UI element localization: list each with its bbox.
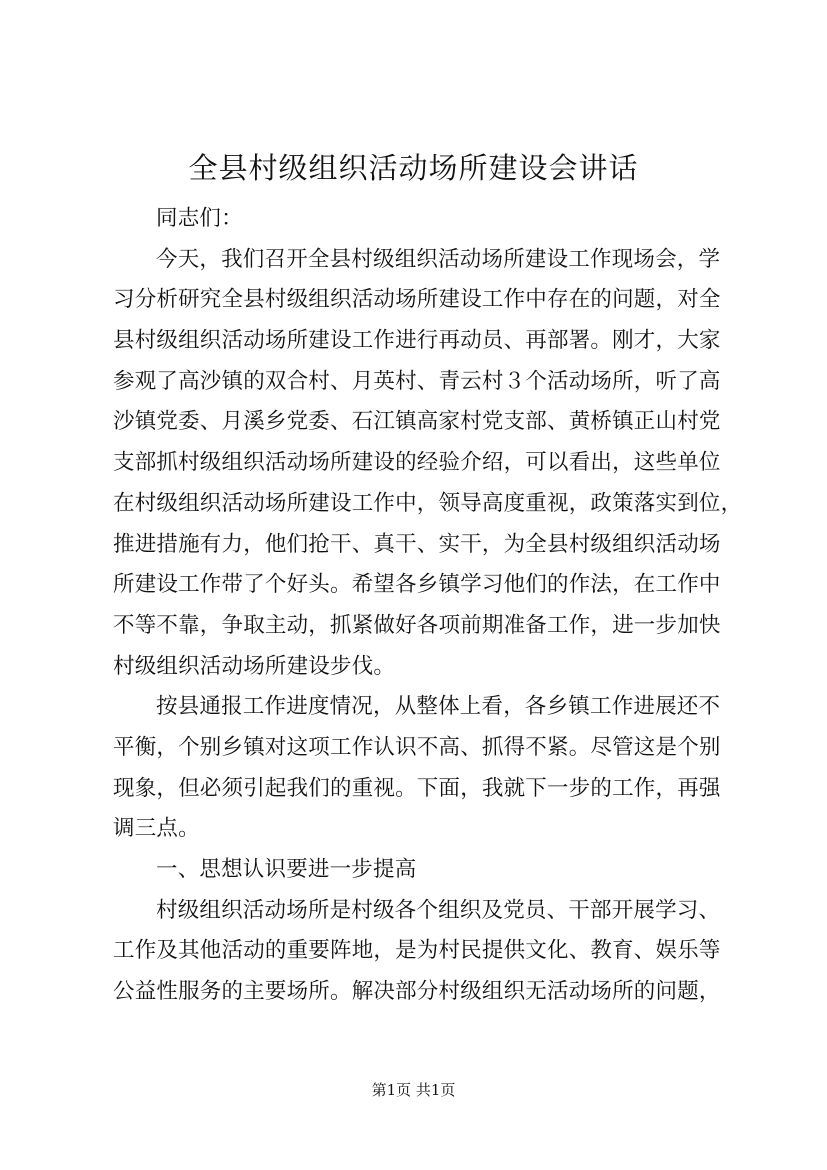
body-line: 村级组织活动场所是村级各个组织及党员、干部开展学习、 (156, 897, 721, 923)
body-line: 参观了高沙镇的双合村、月英村、青云村３个活动场所，听了高 (113, 368, 721, 394)
body-line: 支部抓村级组织活动场所建设的经验介绍，可以看出，这些单位 (113, 450, 721, 476)
body-line: 在村级组织活动场所建设工作中，领导高度重视，政策落实到位， (113, 490, 743, 516)
body-line: 县村级组织活动场所建设工作进行再动员、再部署。刚才，大家 (113, 328, 721, 354)
body-line: 调三点。 (113, 816, 200, 842)
document-title: 全县村级组织活动场所建设会讲话 (188, 151, 639, 185)
body-line: 习分析研究全县村级组织活动场所建设工作中存在的问题，对全 (113, 287, 721, 313)
salutation-line: 同志们： (156, 206, 243, 231)
body-line: 村级组织活动场所建设步伐。 (113, 653, 396, 679)
body-line: 按县通报工作进度情况，从整体上看，各乡镇工作进展还不 (156, 694, 721, 720)
body-line: 所建设工作带了个好头。希望各乡镇学习他们的作法，在工作中 (113, 572, 721, 598)
page-footer: 第1页 共1页 (371, 1081, 456, 1099)
body-line: 现象，但必须引起我们的重视。下面，我就下一步的工作，再强 (113, 775, 721, 801)
body-line: 平衡，个别乡镇对这项工作认识不高、抓得不紧。尽管这是个别 (113, 734, 721, 760)
body-line: 不等不靠，争取主动，抓紧做好各项前期准备工作，进一步加快 (113, 612, 721, 638)
body-line: 推进措施有力，他们抢干、真干、实干，为全县村级组织活动场 (113, 531, 721, 557)
body-line: 工作及其他活动的重要阵地，是为村民提供文化、教育、娱乐等 (113, 938, 721, 964)
body-line: 沙镇党委、月溪乡党委、石江镇高家村党支部、黄桥镇正山村党 (113, 409, 721, 435)
section-heading: 一、思想认识要进一步提高 (156, 857, 417, 882)
body-line: 今天，我们召开全县村级组织活动场所建设工作现场会，学 (156, 246, 721, 272)
document-body (113, 199, 743, 1013)
body-line: 公益性服务的主要场所。解决部分村级组织无活动场所的问题， (113, 979, 721, 1005)
